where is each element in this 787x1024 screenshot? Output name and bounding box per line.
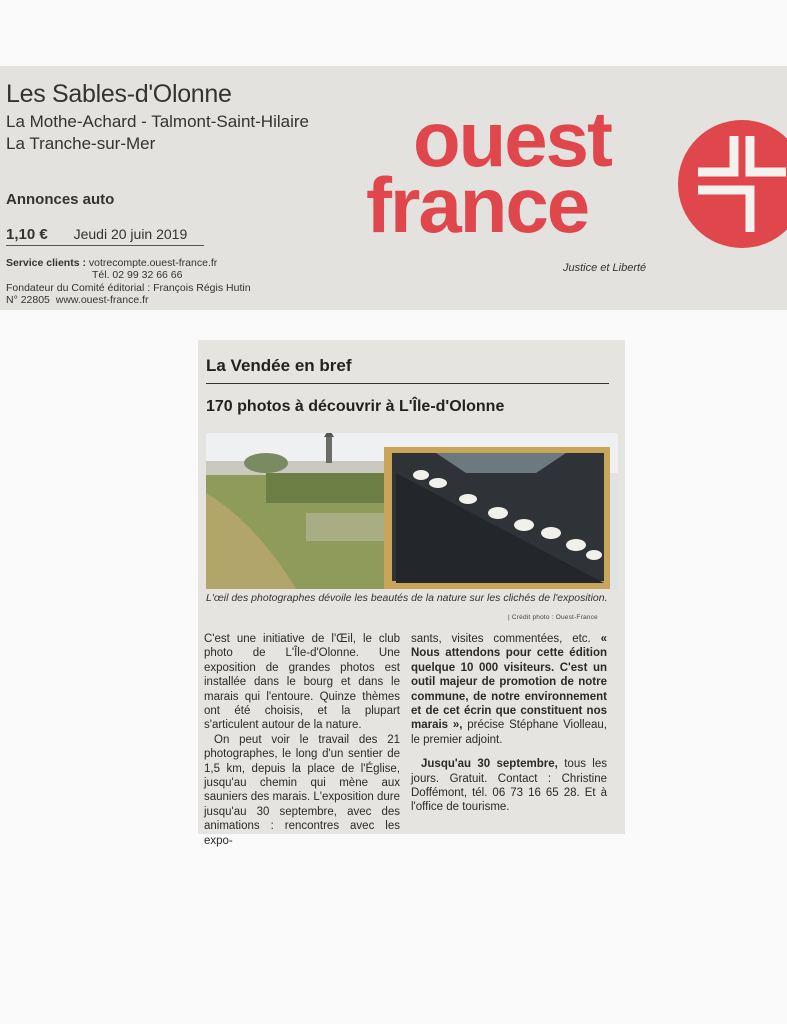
article-column-2: [411, 632, 607, 815]
photo-credit: | Crédit photo : Ouest-France: [508, 614, 598, 621]
photo-caption: L'œil des photographes dévoile les beautés de la nature sur les clichés de l'exposition.: [206, 592, 608, 604]
article-column-1: [204, 632, 400, 848]
paragraph-4: [411, 757, 607, 815]
service-line: [6, 257, 217, 269]
paragraph-3: [411, 632, 607, 747]
paragraph-3-quote: « Nous attendons pour cette édition quelque 10 000 visiteurs. C'est un outil majeur de promotion de notre commune, de notre environnement et de cet écrin que constituent nos marais »,: [411, 633, 607, 732]
price-date-row: [6, 226, 204, 246]
paragraph-1: C'est une initiative de l'Œil, le club photo de L'Île-d'Olonne. Une exposition de grandes photos est installée dans le bourg et dans le marais qui l'entoure. Quinze thèmes ont été choisis, et la plupart s'articulent autour de la nature.: [204, 633, 400, 732]
newspaper-masthead: [0, 66, 787, 310]
motto: Justice et Liberté: [563, 262, 647, 274]
rubric-title: La Vendée en bref: [206, 356, 352, 375]
website: www.ouest-france.fr: [55, 294, 149, 306]
logo-word-france: france: [366, 161, 589, 249]
founder-line: Fondateur du Comité éditorial : François Régis Hutin: [6, 282, 251, 294]
service-label: Service clients :: [6, 257, 86, 269]
issue-date: Jeudi 20 juin 2019: [73, 226, 188, 242]
paragraph-3-start: sants, visites commentées, etc.: [411, 633, 591, 645]
ouest-france-logo-icon: [676, 118, 787, 250]
edition-towns-1: La Mothe-Achard - Talmont-Saint-Hilaire: [6, 112, 309, 131]
price: 1,10 €: [6, 226, 48, 243]
service-site: votrecompte.ouest-france.fr: [88, 257, 218, 269]
service-phone: Tél. 02 99 32 66 66: [92, 269, 183, 281]
logo-word-ouest: ouest: [413, 95, 612, 183]
rubric-divider: [206, 383, 609, 384]
edition-towns-2: La Tranche-sur-Mer: [6, 134, 156, 153]
paragraph-3-end: précise Stéphane Violleau, le premier adjoint.: [411, 719, 607, 746]
edition-city: Les Sables-d'Olonne: [6, 80, 232, 108]
paragraph-2: On peut voir le travail des 21 photographes, le long d'un sentier de 1,5 km, depuis la place de l'Église, jusqu'au chemin qui mène aux sauniers des marais. L'exposition dure jusqu'au 30 septembre, avec des animations : rencontres avec les expo-: [204, 733, 400, 847]
issue-number: N° 22805: [6, 294, 50, 306]
article-clipping: [198, 340, 625, 847]
issue-line: [6, 294, 149, 306]
paragraph-4-bold: Jusqu'au 30 septembre,: [421, 758, 558, 771]
section-label: Annonces auto: [6, 191, 115, 208]
article-photo: [206, 433, 618, 589]
article-headline: 170 photos à découvrir à L'Île-d'Olonne: [206, 398, 505, 415]
paragraph-4-rest: tous les jours. Gratuit. Contact : Christine Doffémont, tél. 06 73 16 65 28. Et à l'office de tourisme.: [411, 758, 608, 814]
